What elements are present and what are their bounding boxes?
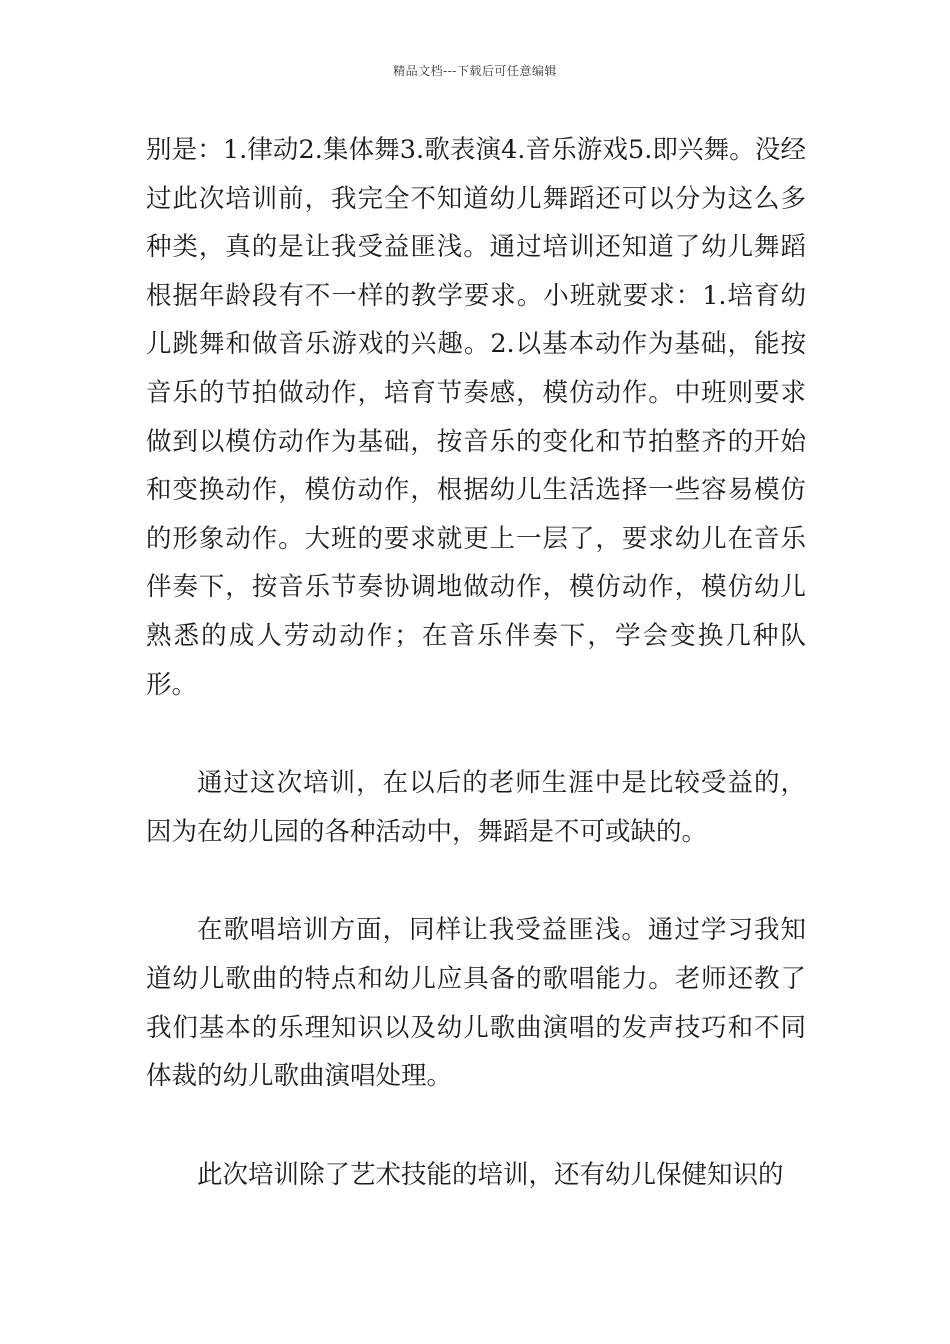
- paragraph-singing-training: 在歌唱培训方面，同样让我受益匪浅。通过学习我知道幼儿歌曲的特点和幼儿应具备的歌唱能力。老师还教了我们基本的乐理知识以及幼儿歌曲演唱的发声技巧和不同体裁的幼儿歌曲演唱处理。: [146, 915, 806, 1092]
- page-header: 精品文档---下载后可任意编辑: [393, 64, 557, 78]
- document-body: [146, 126, 806, 1199]
- paragraph-dance-categories: 别是：1.律动2.集体舞3.歌表演4.音乐游戏5.即兴舞。没经过此次培训前，我完全不知道幼儿舞蹈还可以分为这么多种类，真的是让我受益匪浅。通过培训还知道了幼儿舞蹈根据年龄段有不一样的教学要求。小班就要求：1.培育幼儿跳舞和做音乐游戏的兴趣。2.以基本动作为基础，能按音乐的节拍做动作，培育节奏感，模仿动作。中班则要求做到以模仿动作为基础，按音乐的变化和节拍整齐的开始和变换动作，模仿动作，根据幼儿生活选择一些容易模仿的形象动作。大班的要求就更上一层了，要求幼儿在音乐伴奏下，按音乐节奏协调地做动作，模仿动作，模仿幼儿熟悉的成人劳动动作；在音乐伴奏下，学会变换几种队形。: [146, 135, 806, 700]
- paragraph-training-benefit: 通过这次培训，在以后的老师生涯中是比较受益的，因为在幼儿园的各种活动中，舞蹈是不可或缺的。: [146, 768, 806, 847]
- paragraph-health-knowledge: 此次培训除了艺术技能的培训，还有幼儿保健知识的: [197, 1159, 784, 1190]
